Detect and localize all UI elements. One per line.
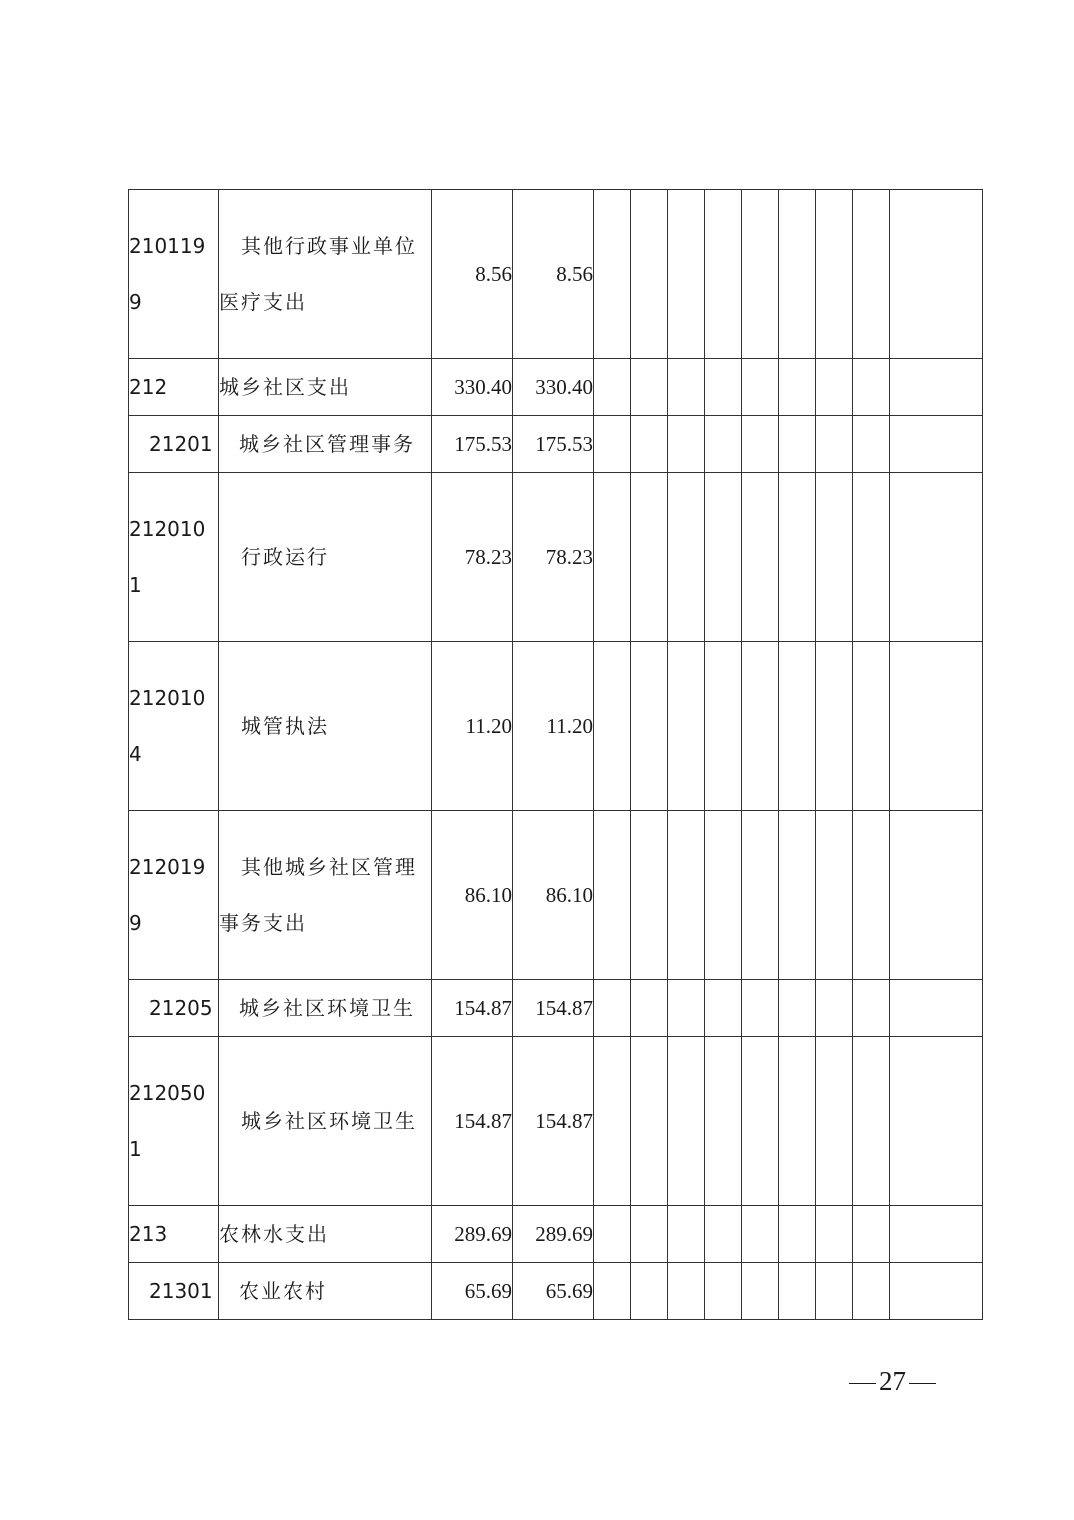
row-value-2: 78.23 xyxy=(513,473,594,642)
row-value-1: 154.87 xyxy=(432,980,513,1037)
row-value-1: 8.56 xyxy=(432,190,513,359)
row-name: 行政运行 xyxy=(219,473,432,642)
table-row xyxy=(129,1037,983,1206)
row-value-2: 154.87 xyxy=(513,980,594,1037)
row-name: 城乡社区环境卫生 xyxy=(219,980,432,1037)
row-code: 2120501 xyxy=(129,1037,219,1206)
row-value-2: 65.69 xyxy=(513,1263,594,1320)
row-code: 2120101 xyxy=(129,473,219,642)
table-row xyxy=(129,416,983,473)
row-name: 城乡社区支出 xyxy=(219,359,432,416)
dash-left xyxy=(849,1383,876,1384)
table-row xyxy=(129,1206,983,1263)
table-row xyxy=(129,190,983,359)
row-name: 其他城乡社区管理事务支出 xyxy=(219,811,432,980)
row-code: 213 xyxy=(129,1206,219,1263)
row-name: 城管执法 xyxy=(219,642,432,811)
row-value-2: 175.53 xyxy=(513,416,594,473)
row-value-1: 289.69 xyxy=(432,1206,513,1263)
row-value-2: 8.56 xyxy=(513,190,594,359)
row-name: 农林水支出 xyxy=(219,1206,432,1263)
table-row xyxy=(129,811,983,980)
row-name: 农业农村 xyxy=(219,1263,432,1320)
row-value-1: 175.53 xyxy=(432,416,513,473)
row-name: 其他行政事业单位医疗支出 xyxy=(219,190,432,359)
row-value-2: 289.69 xyxy=(513,1206,594,1263)
dash-right xyxy=(909,1383,936,1384)
row-code: 21201 xyxy=(129,416,219,473)
table-row xyxy=(129,473,983,642)
row-code: 212 xyxy=(129,359,219,416)
budget-table xyxy=(128,189,983,1320)
row-value-2: 154.87 xyxy=(513,1037,594,1206)
table-row xyxy=(129,359,983,416)
page-number-value: 27 xyxy=(879,1366,906,1396)
table-row xyxy=(129,642,983,811)
row-value-1: 154.87 xyxy=(432,1037,513,1206)
row-name: 城乡社区管理事务 xyxy=(219,416,432,473)
row-value-1: 78.23 xyxy=(432,473,513,642)
row-value-2: 11.20 xyxy=(513,642,594,811)
row-code: 21301 xyxy=(129,1263,219,1320)
table-row xyxy=(129,1263,983,1320)
row-value-1: 330.40 xyxy=(432,359,513,416)
row-value-2: 330.40 xyxy=(513,359,594,416)
row-code: 2120199 xyxy=(129,811,219,980)
row-value-2: 86.10 xyxy=(513,811,594,980)
row-code: 21205 xyxy=(129,980,219,1037)
row-code: 2120104 xyxy=(129,642,219,811)
page-number xyxy=(846,1366,939,1397)
row-name: 城乡社区环境卫生 xyxy=(219,1037,432,1206)
row-value-1: 11.20 xyxy=(432,642,513,811)
table-row xyxy=(129,980,983,1037)
row-value-1: 65.69 xyxy=(432,1263,513,1320)
row-code: 2101199 xyxy=(129,190,219,359)
row-value-1: 86.10 xyxy=(432,811,513,980)
